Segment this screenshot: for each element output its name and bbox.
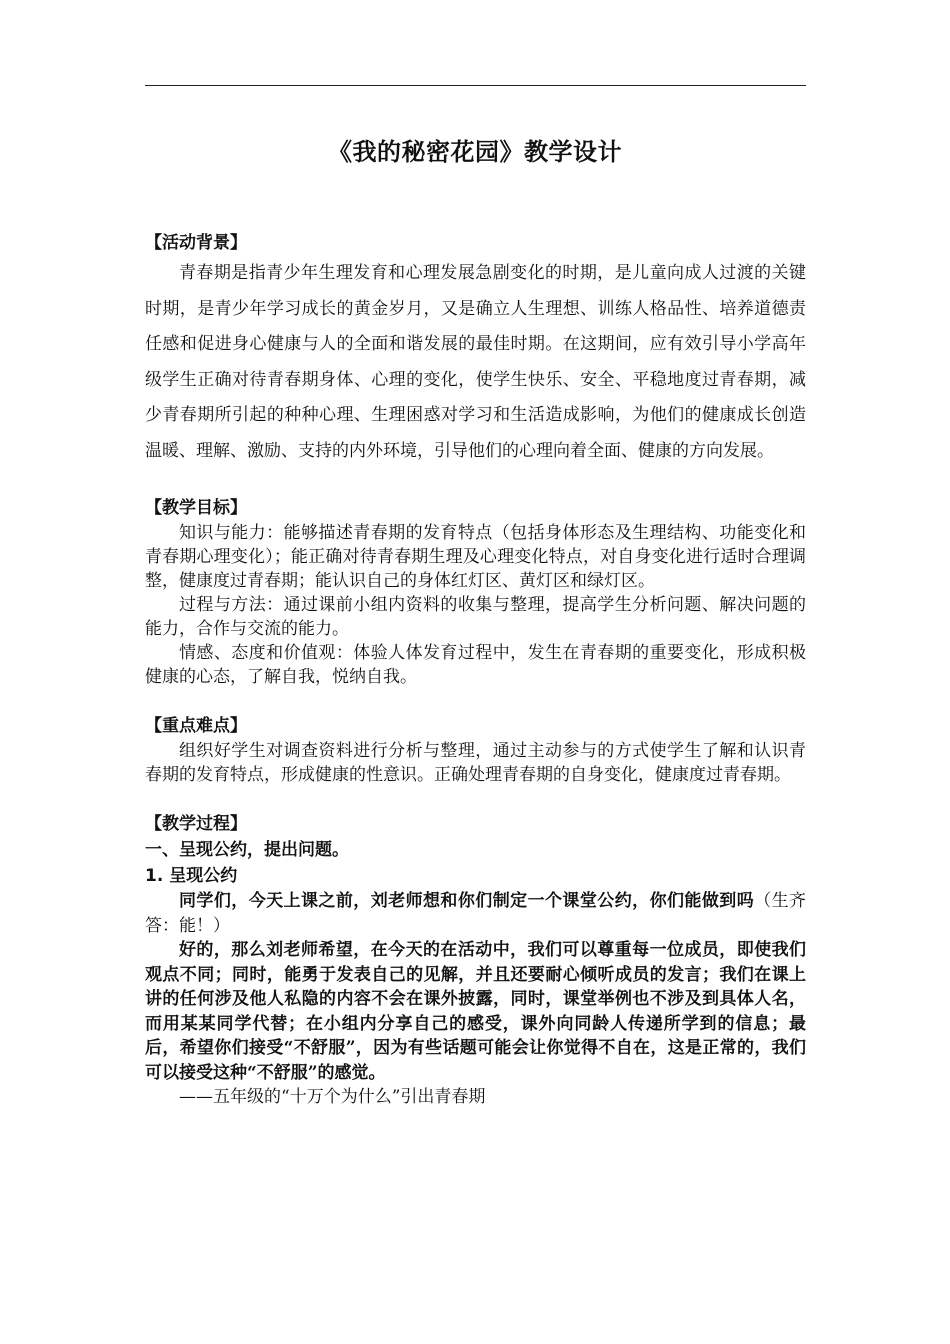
section-heading-goals: 【教学目标】 [145,498,247,518]
document-body [145,230,806,1110]
process-paragraph-2: 好的，那么刘老师希望，在今天的在活动中，我们可以尊重每一位成员，即使我们观点不同；同时，能勇于发表自己的见解，并且还要耐心倾听成员的发言；我们在课上讲的任何涉及他人私隐的内容不会在课外披露，同时，课堂举例也不涉及到具体人名，而用某某同学代替；在小组内分享自己的感受，课外向同龄人传递所学到的信息；最后，希望你们接受“不舒服”，因为有些话题可能会让你觉得不自在，这是正常的，我们可以接受这种“不舒服”的感觉。 [145,940,806,1083]
section-heading-difficulties: 【重点难点】 [145,716,247,736]
section-heading-background: 【活动背景】 [145,233,247,253]
teacher-question: 同学们，今天上课之前，刘老师想和你们制定一个课堂公约，你们能做到吗 [179,891,755,911]
process-paragraph-3: ——五年级的“十万个为什么”引出青春期 [179,1087,486,1107]
difficulties-paragraph: 组织好学生对调查资料进行分析与整理，通过主动参与的方式使学生了解和认识青春期的发育特点，形成健康的性意识。正确处理青春期的自身变化，健康度过青春期。 [145,741,806,785]
student-answer: （生齐答：能！） [145,891,807,936]
process-section [145,889,806,1110]
goal-knowledge: 知识与能力：能够描述青春期的发育特点（包括身体形态及生理结构、功能变化和青春期心理变化）；能正确对待青春期生理及心理变化特点，对自身变化进行适时合理调整，健康度过青春期；能认识自己的身体红灯区、黄灯区和绿灯区。 [145,523,806,591]
section-heading-process: 【教学过程】 [145,814,247,834]
process-substep-heading: 1. 呈现公约 [145,866,238,886]
goal-process: 过程与方法：通过课前小组内资料的收集与整理，提高学生分析问题、解决问题的能力，合作与交流的能力。 [145,595,806,639]
process-step-heading: 一、呈现公约，提出问题。 [145,840,349,860]
goal-emotion: 情感、态度和价值观：体验人体发育过程中，发生在青春期的重要变化，形成积极健康的心态，了解自我，悦纳自我。 [145,643,806,687]
header-rule [145,85,806,86]
goals-section [145,521,806,689]
process-paragraph-1 [145,889,806,938]
background-paragraph: 青春期是指青少年生理发育和心理发展急剧变化的时期，是儿童向成人过渡的关键时期，是青少年学习成长的黄金岁月，又是确立人生理想、训练人格品性、培养道德责任感和促进身心健康与人的全面和谐发展的最佳时期。在这期间，应有效引导小学高年级学生正确对待青春期身体、心理的变化，使学生快乐、安全、平稳地度过青春期，减少青春期所引起的种种心理、生理困惑对学习和生活造成影响，为他们的健康成长创造温暖、理解、激励、支持的内外环境，引导他们的心理向着全面、健康的方向发展。 [145,263,806,461]
difficulties-section [145,739,806,787]
background-section [145,256,806,469]
document-title: 《我的秘密花园》教学设计 [328,138,622,166]
